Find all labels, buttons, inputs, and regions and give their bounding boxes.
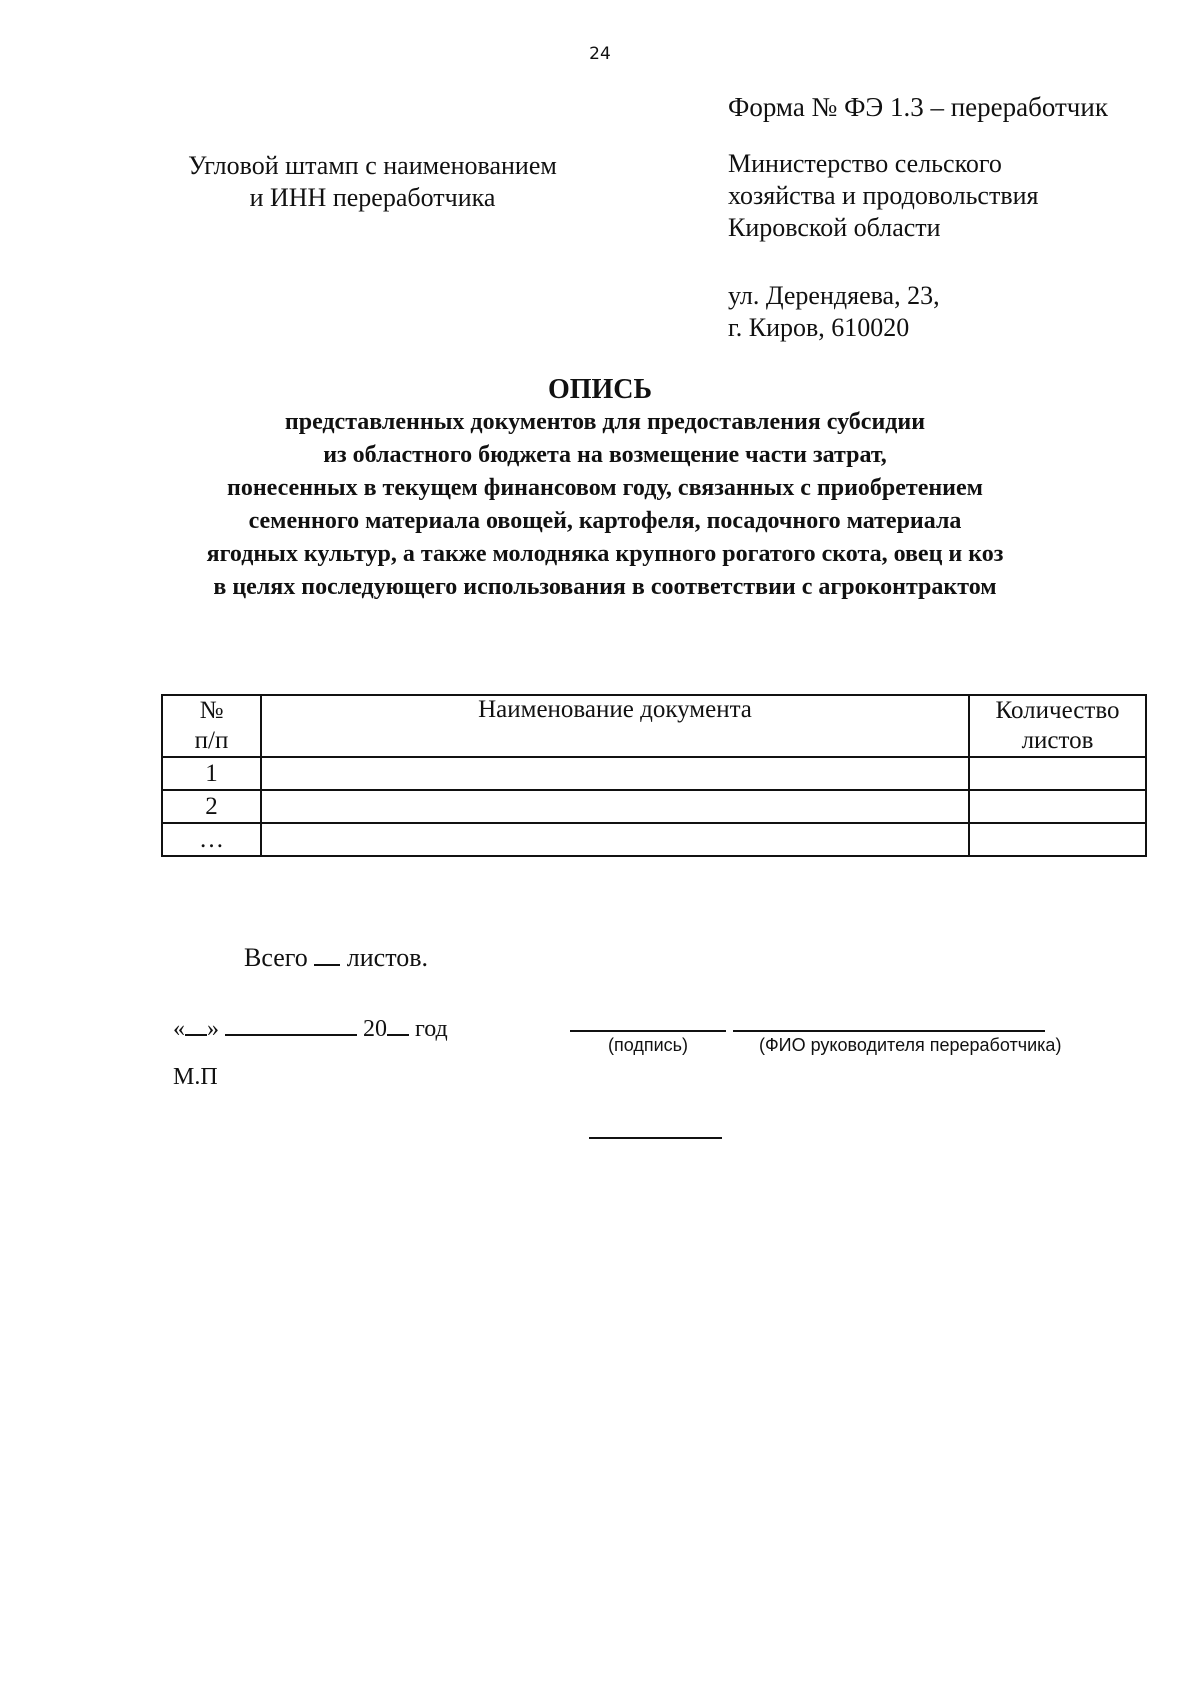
row-number: 1: [162, 757, 261, 790]
corner-stamp-line: Угловой штамп с наименованием: [188, 151, 557, 180]
month-blank: [225, 1010, 357, 1036]
table-row: [162, 790, 1146, 823]
document-title: ОПИСЬ: [547, 374, 653, 405]
address-line: г. Киров, 610020: [728, 313, 910, 342]
total-sheets-line: [244, 940, 428, 973]
year-prefix: 20: [363, 1016, 387, 1042]
form-number: Форма № ФЭ 1.3 – переработчик: [728, 92, 1108, 122]
header-number-abbr: п/п: [194, 727, 229, 754]
addressee-address: [728, 280, 940, 344]
header-number-symbol: №: [199, 697, 224, 724]
addressee: [728, 148, 1038, 244]
header-sheet-count-line: листов: [1021, 727, 1094, 754]
addressee-line: Кировской области: [728, 213, 941, 242]
documents-table: [161, 694, 1147, 857]
signature-caption: (подпись): [608, 1035, 689, 1055]
row-document-name: [261, 823, 969, 856]
total-prefix: Всего: [244, 943, 308, 972]
subtitle-line: представленных документов для предоставления субсидии: [284, 409, 926, 435]
subtitle-line: семенного материала овощей, картофеля, посадочного материала: [248, 508, 962, 534]
header-sheet-count: [969, 695, 1146, 757]
row-sheet-count: [969, 790, 1146, 823]
addressee-line: Министерство сельского: [728, 149, 1002, 178]
subtitle-line: из областного бюджета на возмещение части затрат,: [323, 442, 887, 468]
date-open-quote: «: [173, 1016, 185, 1042]
signature-line: [570, 1030, 726, 1032]
addressee-line: хозяйства и продовольствия: [728, 181, 1039, 210]
table-row: [162, 823, 1146, 856]
total-count-blank: [314, 940, 340, 966]
subtitle-line: в целях последующего использования в соответствии с агроконтрактом: [213, 574, 997, 600]
day-blank: [185, 1010, 207, 1036]
header-number: [162, 695, 261, 757]
date-line: [173, 1010, 448, 1043]
header-document-name: Наименование документа: [261, 695, 969, 757]
year-suffix: год: [415, 1016, 448, 1042]
row-sheet-count: [969, 757, 1146, 790]
row-document-name: [261, 790, 969, 823]
page-number: 24: [589, 44, 611, 64]
year-blank: [387, 1010, 409, 1036]
closing-divider: [589, 1137, 722, 1139]
row-sheet-count: [969, 823, 1146, 856]
subtitle-line: ягодных культур, а также молодняка крупного рогатого скота, овец и коз: [206, 541, 1004, 567]
subtitle-line: понесенных в текущем финансовом году, связанных с приобретением: [227, 475, 983, 501]
header-sheet-count-line: Количество: [995, 697, 1120, 724]
date-close-quote: »: [207, 1016, 219, 1042]
corner-stamp-placeholder: [140, 150, 605, 214]
stamp-place-label: М.П: [173, 1064, 218, 1090]
corner-stamp-line: и ИНН переработчика: [249, 183, 496, 212]
full-name-caption: (ФИО руководителя переработчика): [759, 1035, 1062, 1055]
row-number: 2: [162, 790, 261, 823]
row-document-name: [261, 757, 969, 790]
row-number: …: [162, 823, 261, 856]
table-row: [162, 757, 1146, 790]
full-name-line: [733, 1030, 1045, 1032]
address-line: ул. Дерендяева, 23,: [728, 281, 940, 310]
table-header-row: [162, 695, 1146, 757]
total-suffix: листов.: [346, 943, 428, 972]
document-subtitle: [150, 406, 1060, 604]
